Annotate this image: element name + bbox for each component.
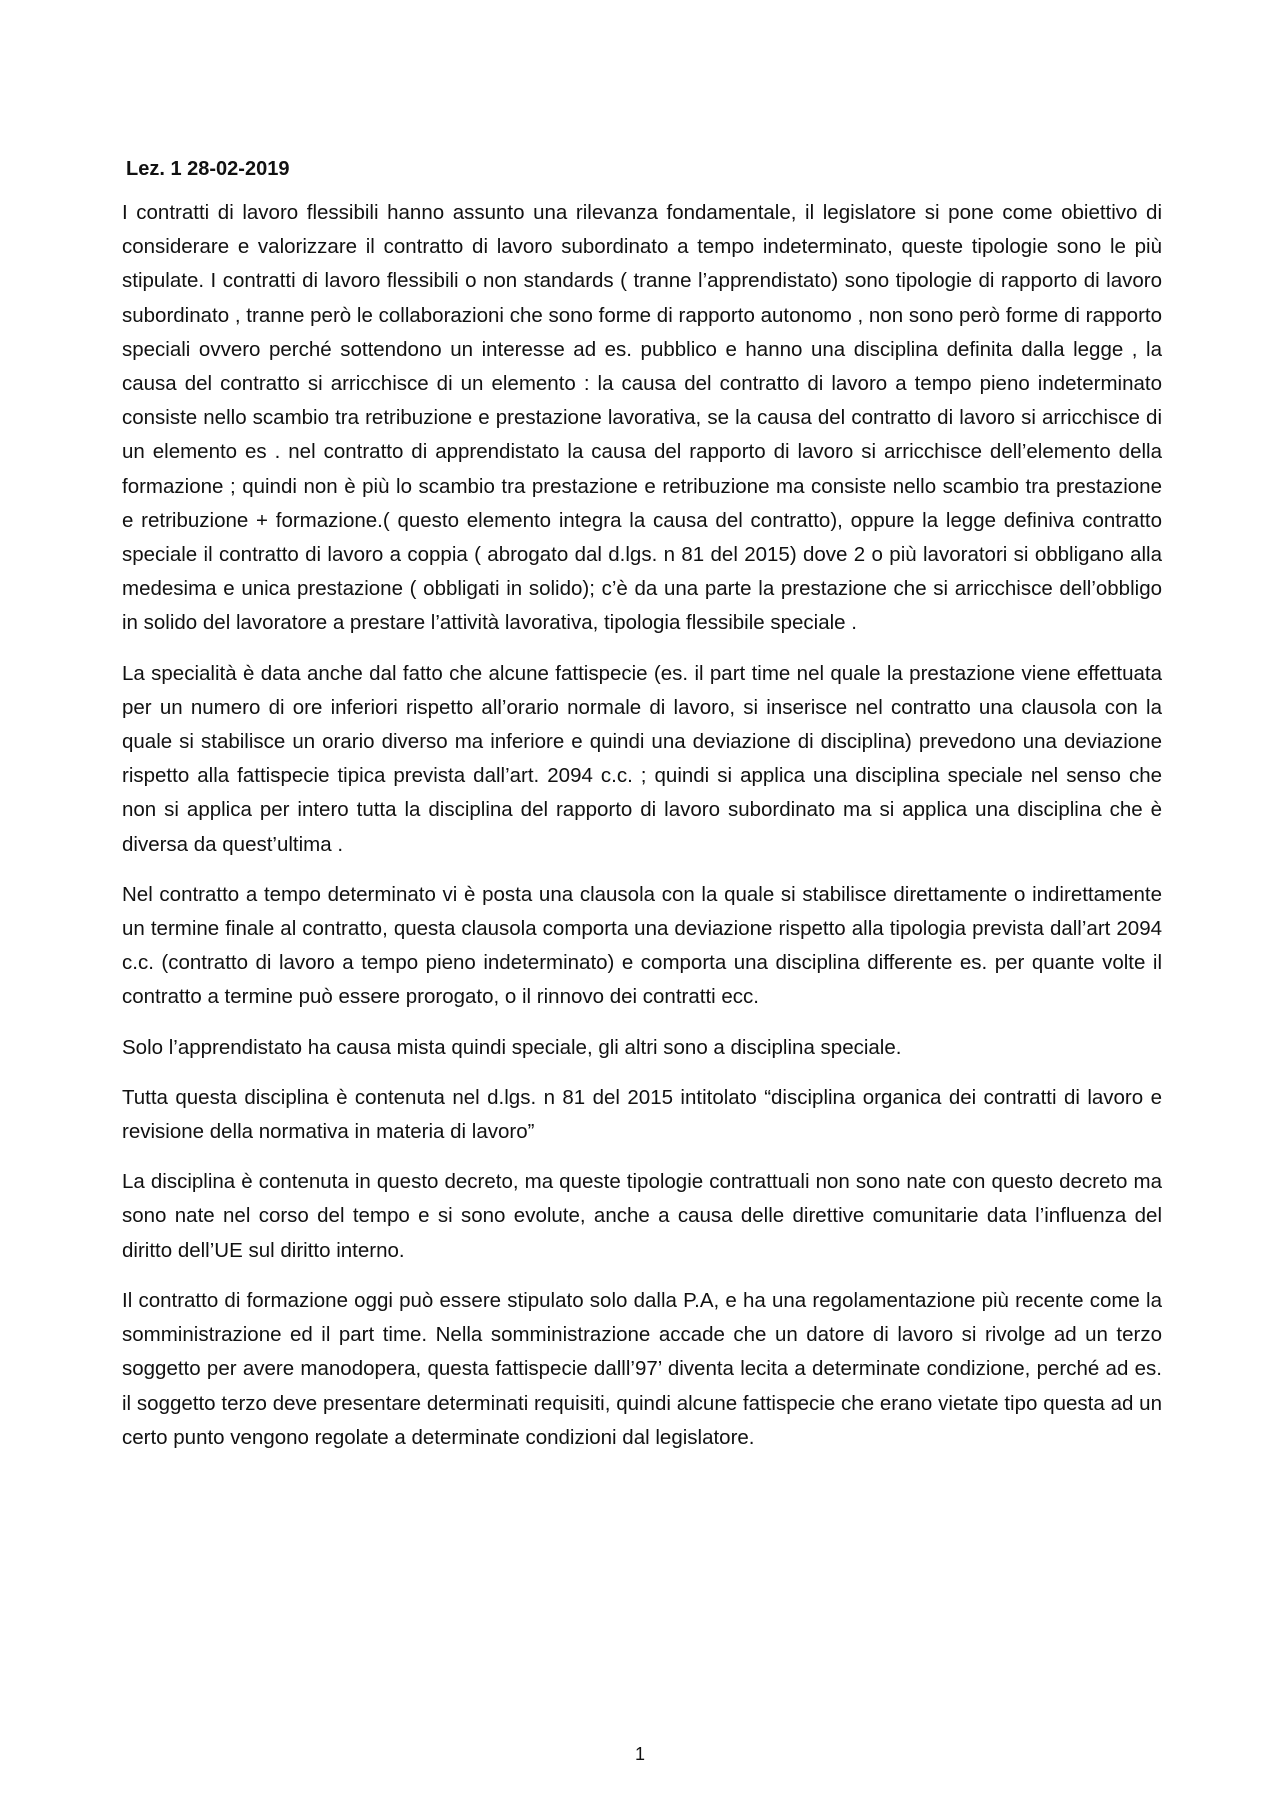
page-content xyxy=(122,152,1162,1471)
paragraph-3: Nel contratto a tempo determinato vi è posta una clausola con la quale si stabilisce direttamente o indirettamente un termine finale al contratto, questa clausola comporta una deviazione rispetto alla tipologia prevista dall’art 2094 c.c. (contratto di lavoro a tempo pieno indeterminato) e comporta una disciplina differente es. per quante volte il contratto a termine può essere prorogato, o il rinnovo dei contratti ecc. xyxy=(122,882,1162,1009)
paragraph-2: La specialità è data anche dal fatto che alcune fattispecie (es. il part time nel quale la prestazione viene effettuata per un numero di ore inferiori rispetto all’orario normale di lavoro, si inserisce nel contratto una clausola con la quale si stabilisce un orario diverso ma inferiore e quindi una deviazione di disciplina) prevedono una deviazione rispetto alla fattispecie tipica prevista dall’art. 2094 c.c. ; quindi si applica una disciplina speciale nel senso che non si applica per intero tutta la disciplina del rapporto di lavoro subordinato ma si applica una disciplina che è diversa da quest’ultima . xyxy=(122,661,1162,856)
paragraph-7: Il contratto di formazione oggi può essere stipulato solo dalla P.A, e ha una regolamentazione più recente come la somministrazione ed il part time. Nella somministrazione accade che un datore di lavoro si rivolge ad un terzo soggetto per avere manodopera, questa fattispecie dalll’97’ diventa lecita a determinate condizione, perché ad es. il soggetto terzo deve presentare determinati requisiti, quindi alcune fattispecie che erano vietate tipo questa ad un certo punto vengono regolate a determinate condizioni dal legislatore. xyxy=(122,1288,1162,1449)
lecture-heading: Lez. 1 28-02-2019 xyxy=(126,158,290,180)
paragraph-4: Solo l’apprendistato ha causa mista quindi speciale, gli altri sono a disciplina speciale. xyxy=(122,1035,902,1059)
paragraph-6: La disciplina è contenuta in questo decreto, ma queste tipologie contrattuali non sono nate con questo decreto ma sono nate nel corso del tempo e si sono evolute, anche a causa delle direttive comunitarie data l’influenza del diritto dell’UE sul diritto interno. xyxy=(122,1170,1162,1262)
paragraph-1: I contratti di lavoro flessibili hanno assunto una rilevanza fondamentale, il legislatore si pone come obiettivo di considerare e valorizzare il contratto di lavoro subordinato a tempo indeterminato, queste tipologie sono le più stipulate. I contratti di lavoro flessibili o non standards ( tranne l’apprendistato) sono tipologie di rapporto di lavoro subordinato , tranne però le collaborazioni che sono forme di rapporto autonomo , non sono però forme di rapporto speciali ovvero perché sottendono un interesse ad es. pubblico e hanno una disciplina definita dalla legge , la causa del contratto si arricchisce di un elemento : la causa del contratto di lavoro a tempo pieno indeterminato consiste nello scambio tra retribuzione e prestazione lavorativa, se la causa del contratto di lavoro si arricchisce di un elemento es . nel contratto di apprendistato la causa del rapporto di lavoro si arricchisce dell’elemento della formazione ; quindi non è più lo scambio tra prestazione e retribuzione ma consiste nello scambio tra prestazione e retribuzione + formazione.( questo elemento integra la causa del contratto), oppure la legge definiva contratto speciale il contratto di lavoro a coppia ( abrogato dal d.lgs. n 81 del 2015) dove 2 o più lavoratori si obbligano alla medesima e unica prestazione ( obbligati in solido); c’è da una parte la prestazione che si arricchisce dell’obbligo in solido del lavoratore a prestare l’attività lavorativa, tipologia flessibile speciale . xyxy=(122,201,1162,635)
page-number: 1 xyxy=(634,1744,645,1764)
paragraph-5: Tutta questa disciplina è contenuta nel d.lgs. n 81 del 2015 intitolato “disciplina organica dei contratti di lavoro e revisione della normativa in materia di lavoro” xyxy=(122,1085,1162,1144)
